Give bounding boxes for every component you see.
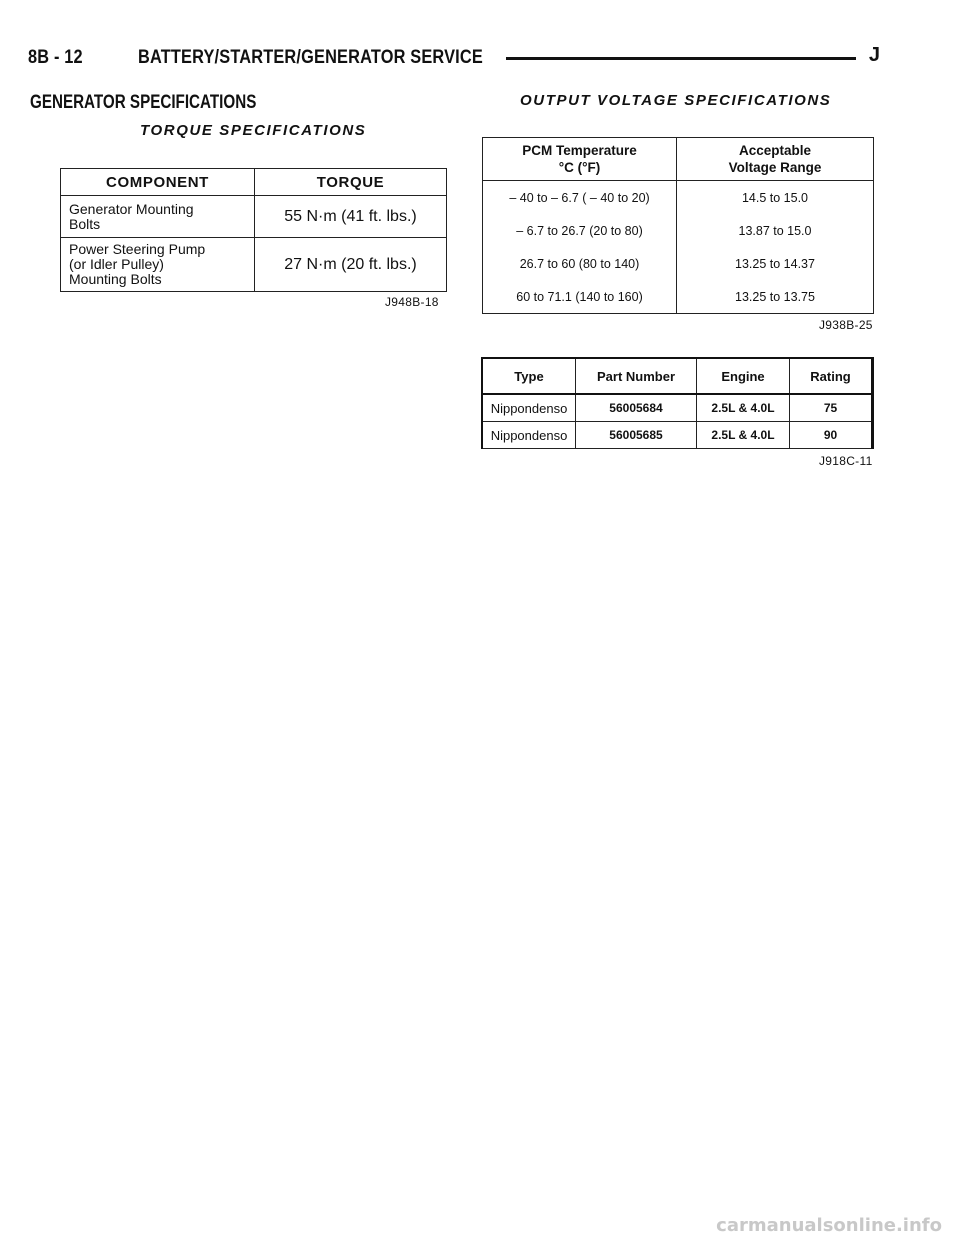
generator-table <box>481 357 874 449</box>
component-cell: Generator Mounting Bolts <box>61 196 255 238</box>
rating-cell: 75 <box>790 394 873 422</box>
column-header-torque: TORQUE <box>255 169 447 196</box>
column-header-part-number: Part Number <box>576 358 697 394</box>
torque-specs-table <box>60 168 447 292</box>
section-heading: GENERATOR SPECIFICATIONS <box>30 92 257 113</box>
column-header-pcm-temperature: PCM Temperature °C (°F) <box>483 138 677 181</box>
page-number: 8B - 12 <box>28 47 83 68</box>
temperature-cell: – 40 to – 6.7 ( – 40 to 20) <box>483 181 677 215</box>
temperature-cell: 60 to 71.1 (140 to 160) <box>483 280 677 314</box>
torque-specs-title: TORQUE SPECIFICATIONS <box>140 122 367 139</box>
table-row <box>483 181 874 215</box>
voltage-cell: 13.87 to 15.0 <box>677 214 874 247</box>
temperature-cell: 26.7 to 60 (80 to 140) <box>483 247 677 280</box>
type-cell: Nippondenso <box>482 394 576 422</box>
temperature-cell: – 6.7 to 26.7 (20 to 80) <box>483 214 677 247</box>
table-row <box>483 280 874 314</box>
table-row <box>61 196 447 238</box>
voltage-cell: 13.25 to 13.75 <box>677 280 874 314</box>
table-row <box>483 214 874 247</box>
figure-code: J938B-25 <box>819 318 873 332</box>
column-header-type: Type <box>482 358 576 394</box>
column-header-engine: Engine <box>697 358 790 394</box>
voltage-cell: 13.25 to 14.37 <box>677 247 874 280</box>
part-number-cell: 56005684 <box>576 394 697 422</box>
table-row <box>483 247 874 280</box>
column-header-rating: Rating <box>790 358 873 394</box>
part-number-cell: 56005685 <box>576 422 697 449</box>
watermark: carmanualsonline.info <box>716 1215 942 1236</box>
component-cell: Power Steering Pump (or Idler Pulley) Mounting Bolts <box>61 238 255 292</box>
rating-cell: 90 <box>790 422 873 449</box>
output-voltage-table <box>482 137 874 314</box>
figure-code: J948B-18 <box>385 295 439 309</box>
figure-code: J918C-11 <box>819 454 873 468</box>
output-voltage-title: OUTPUT VOLTAGE SPECIFICATIONS <box>520 92 832 109</box>
page-header <box>28 44 880 72</box>
column-header-component: COMPONENT <box>61 169 255 196</box>
type-cell: Nippondenso <box>482 422 576 449</box>
section-letter: J <box>868 44 880 66</box>
engine-cell: 2.5L & 4.0L <box>697 394 790 422</box>
engine-cell: 2.5L & 4.0L <box>697 422 790 449</box>
column-header-voltage-range: Acceptable Voltage Range <box>677 138 874 181</box>
torque-cell: 55 N·m (41 ft. lbs.) <box>255 196 447 238</box>
table-row <box>482 422 873 449</box>
torque-cell: 27 N·m (20 ft. lbs.) <box>255 238 447 292</box>
table-row <box>61 238 447 292</box>
voltage-cell: 14.5 to 15.0 <box>677 181 874 215</box>
table-row <box>482 394 873 422</box>
page-title: BATTERY/STARTER/GENERATOR SERVICE <box>138 47 483 68</box>
header-rule <box>506 57 856 60</box>
